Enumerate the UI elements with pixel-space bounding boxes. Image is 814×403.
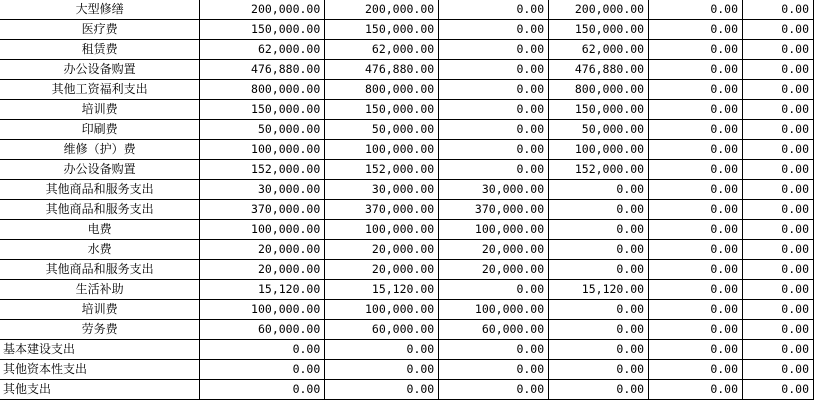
amount-cell[interactable]: 0.00 xyxy=(649,160,743,180)
item-name-cell[interactable]: 水费 xyxy=(0,240,200,260)
amount-cell[interactable]: 200,000.00 xyxy=(325,0,439,20)
amount-cell[interactable]: 0.00 xyxy=(200,360,325,380)
amount-cell[interactable]: 0.00 xyxy=(743,120,814,140)
amount-cell[interactable]: 60,000.00 xyxy=(439,320,549,340)
item-name-cell[interactable]: 租赁费 xyxy=(0,40,200,60)
amount-cell[interactable]: 476,880.00 xyxy=(325,60,439,80)
amount-cell[interactable]: 370,000.00 xyxy=(200,200,325,220)
amount-cell[interactable]: 30,000.00 xyxy=(325,180,439,200)
amount-cell[interactable]: 0.00 xyxy=(743,340,814,360)
amount-cell[interactable]: 50,000.00 xyxy=(200,120,325,140)
amount-cell[interactable]: 0.00 xyxy=(439,140,549,160)
amount-cell[interactable]: 100,000.00 xyxy=(439,300,549,320)
table-row xyxy=(0,240,814,260)
table-row xyxy=(0,180,814,200)
amount-cell[interactable]: 0.00 xyxy=(743,320,814,340)
amount-cell[interactable]: 0.00 xyxy=(743,160,814,180)
amount-cell[interactable]: 15,120.00 xyxy=(200,280,325,300)
amount-cell[interactable]: 150,000.00 xyxy=(549,100,649,120)
table-row xyxy=(0,120,814,140)
amount-cell[interactable]: 60,000.00 xyxy=(200,320,325,340)
item-name-cell[interactable]: 培训费 xyxy=(0,300,200,320)
table-row xyxy=(0,200,814,220)
amount-cell[interactable]: 0.00 xyxy=(649,120,743,140)
item-name-cell[interactable]: 培训费 xyxy=(0,100,200,120)
table-row xyxy=(0,160,814,180)
amount-cell[interactable]: 0.00 xyxy=(439,280,549,300)
amount-cell[interactable]: 0.00 xyxy=(743,40,814,60)
item-name-cell[interactable]: 电费 xyxy=(0,220,200,240)
amount-cell[interactable]: 20,000.00 xyxy=(200,240,325,260)
amount-cell[interactable]: 370,000.00 xyxy=(439,200,549,220)
amount-cell[interactable]: 0.00 xyxy=(439,40,549,60)
amount-cell[interactable]: 20,000.00 xyxy=(439,240,549,260)
amount-cell[interactable]: 0.00 xyxy=(549,320,649,340)
amount-cell[interactable]: 0.00 xyxy=(743,200,814,220)
table-row xyxy=(0,340,814,360)
amount-cell[interactable]: 0.00 xyxy=(649,200,743,220)
amount-cell[interactable]: 0.00 xyxy=(649,360,743,380)
amount-cell[interactable]: 0.00 xyxy=(743,140,814,160)
amount-cell[interactable]: 200,000.00 xyxy=(200,0,325,20)
amount-cell[interactable]: 0.00 xyxy=(743,100,814,120)
table-row xyxy=(0,20,814,40)
amount-cell[interactable]: 0.00 xyxy=(549,380,649,400)
table-row xyxy=(0,140,814,160)
amount-cell[interactable]: 0.00 xyxy=(649,140,743,160)
amount-cell[interactable]: 100,000.00 xyxy=(325,300,439,320)
amount-cell[interactable]: 0.00 xyxy=(649,280,743,300)
amount-cell[interactable]: 150,000.00 xyxy=(549,20,649,40)
amount-cell[interactable]: 0.00 xyxy=(649,60,743,80)
item-name-cell[interactable]: 医疗费 xyxy=(0,20,200,40)
amount-cell[interactable]: 0.00 xyxy=(743,260,814,280)
amount-cell[interactable]: 152,000.00 xyxy=(325,160,439,180)
amount-cell[interactable]: 30,000.00 xyxy=(200,180,325,200)
table-row xyxy=(0,260,814,280)
amount-cell[interactable]: 100,000.00 xyxy=(549,140,649,160)
amount-cell[interactable]: 0.00 xyxy=(649,240,743,260)
amount-cell[interactable]: 0.00 xyxy=(649,320,743,340)
amount-cell[interactable]: 0.00 xyxy=(549,220,649,240)
item-name-cell[interactable]: 其他商品和服务支出 xyxy=(0,260,200,280)
amount-cell[interactable]: 476,880.00 xyxy=(549,60,649,80)
amount-cell[interactable]: 100,000.00 xyxy=(200,220,325,240)
table-row xyxy=(0,0,814,20)
amount-cell[interactable]: 476,880.00 xyxy=(200,60,325,80)
amount-cell[interactable]: 0.00 xyxy=(743,240,814,260)
amount-cell[interactable]: 50,000.00 xyxy=(549,120,649,140)
amount-cell[interactable]: 200,000.00 xyxy=(549,0,649,20)
item-name-cell[interactable]: 印刷费 xyxy=(0,120,200,140)
amount-cell[interactable]: 0.00 xyxy=(649,220,743,240)
amount-cell[interactable]: 0.00 xyxy=(549,260,649,280)
amount-cell[interactable]: 800,000.00 xyxy=(325,80,439,100)
table-row xyxy=(0,300,814,320)
amount-cell[interactable]: 0.00 xyxy=(549,180,649,200)
amount-cell[interactable]: 0.00 xyxy=(439,160,549,180)
amount-cell[interactable]: 100,000.00 xyxy=(439,220,549,240)
amount-cell[interactable]: 0.00 xyxy=(743,0,814,20)
amount-cell[interactable]: 20,000.00 xyxy=(439,260,549,280)
amount-cell[interactable]: 0.00 xyxy=(649,180,743,200)
amount-cell[interactable]: 0.00 xyxy=(649,380,743,400)
amount-cell[interactable]: 0.00 xyxy=(743,280,814,300)
amount-cell[interactable]: 0.00 xyxy=(439,120,549,140)
item-name-cell[interactable]: 生活补助 xyxy=(0,280,200,300)
amount-cell[interactable]: 15,120.00 xyxy=(549,280,649,300)
amount-cell[interactable]: 0.00 xyxy=(439,80,549,100)
amount-cell[interactable]: 62,000.00 xyxy=(200,40,325,60)
amount-cell[interactable]: 0.00 xyxy=(743,360,814,380)
amount-cell[interactable]: 152,000.00 xyxy=(200,160,325,180)
amount-cell[interactable]: 62,000.00 xyxy=(325,40,439,60)
amount-cell[interactable]: 0.00 xyxy=(549,200,649,220)
amount-cell[interactable]: 100,000.00 xyxy=(325,220,439,240)
item-name-cell[interactable]: 劳务费 xyxy=(0,320,200,340)
amount-cell[interactable]: 370,000.00 xyxy=(325,200,439,220)
amount-cell[interactable]: 0.00 xyxy=(325,340,439,360)
amount-cell[interactable]: 100,000.00 xyxy=(200,140,325,160)
amount-cell[interactable]: 150,000.00 xyxy=(325,20,439,40)
amount-cell[interactable]: 150,000.00 xyxy=(200,20,325,40)
amount-cell[interactable]: 0.00 xyxy=(549,340,649,360)
amount-cell[interactable]: 0.00 xyxy=(439,100,549,120)
amount-cell[interactable]: 20,000.00 xyxy=(325,260,439,280)
amount-cell[interactable]: 0.00 xyxy=(439,0,549,20)
amount-cell[interactable]: 0.00 xyxy=(649,100,743,120)
table-row xyxy=(0,40,814,60)
amount-cell[interactable]: 0.00 xyxy=(549,240,649,260)
amount-cell[interactable]: 0.00 xyxy=(649,340,743,360)
table-row xyxy=(0,100,814,120)
item-name-cell[interactable]: 其他工资福利支出 xyxy=(0,80,200,100)
amount-cell[interactable]: 150,000.00 xyxy=(200,100,325,120)
table-row xyxy=(0,220,814,240)
table-row xyxy=(0,60,814,80)
amount-cell[interactable]: 0.00 xyxy=(649,40,743,60)
amount-cell[interactable]: 0.00 xyxy=(439,20,549,40)
item-name-cell[interactable]: 办公设备购置 xyxy=(0,160,200,180)
amount-cell[interactable]: 0.00 xyxy=(649,260,743,280)
amount-cell[interactable]: 0.00 xyxy=(743,220,814,240)
amount-cell[interactable]: 20,000.00 xyxy=(325,240,439,260)
amount-cell[interactable]: 0.00 xyxy=(200,340,325,360)
amount-cell[interactable]: 60,000.00 xyxy=(325,320,439,340)
amount-cell[interactable]: 15,120.00 xyxy=(325,280,439,300)
amount-cell[interactable]: 62,000.00 xyxy=(549,40,649,60)
table-row xyxy=(0,320,814,340)
amount-cell[interactable]: 0.00 xyxy=(439,360,549,380)
amount-cell[interactable]: 50,000.00 xyxy=(325,120,439,140)
amount-cell[interactable]: 152,000.00 xyxy=(549,160,649,180)
amount-cell[interactable]: 0.00 xyxy=(649,80,743,100)
amount-cell[interactable]: 0.00 xyxy=(649,20,743,40)
amount-cell[interactable]: 0.00 xyxy=(549,300,649,320)
amount-cell[interactable]: 100,000.00 xyxy=(200,300,325,320)
table-row xyxy=(0,280,814,300)
amount-cell[interactable]: 0.00 xyxy=(325,380,439,400)
amount-cell[interactable]: 800,000.00 xyxy=(200,80,325,100)
amount-cell[interactable]: 30,000.00 xyxy=(439,180,549,200)
amount-cell[interactable]: 150,000.00 xyxy=(325,100,439,120)
amount-cell[interactable]: 0.00 xyxy=(325,360,439,380)
amount-cell[interactable]: 0.00 xyxy=(439,60,549,80)
item-name-cell[interactable]: 维修（护）费 xyxy=(0,140,200,160)
table-row xyxy=(0,380,814,400)
amount-cell[interactable]: 0.00 xyxy=(439,340,549,360)
item-name-cell[interactable]: 基本建设支出 xyxy=(0,340,200,360)
item-name-cell[interactable]: 其他资本性支出 xyxy=(0,360,200,380)
table-row xyxy=(0,360,814,380)
item-name-cell[interactable]: 大型修缮 xyxy=(0,0,200,20)
amount-cell[interactable]: 0.00 xyxy=(743,300,814,320)
amount-cell[interactable]: 0.00 xyxy=(743,380,814,400)
amount-cell[interactable]: 0.00 xyxy=(649,300,743,320)
item-name-cell[interactable]: 其他商品和服务支出 xyxy=(0,180,200,200)
amount-cell[interactable]: 20,000.00 xyxy=(200,260,325,280)
amount-cell[interactable]: 0.00 xyxy=(743,80,814,100)
amount-cell[interactable]: 0.00 xyxy=(649,0,743,20)
amount-cell[interactable]: 800,000.00 xyxy=(549,80,649,100)
amount-cell[interactable]: 0.00 xyxy=(743,180,814,200)
item-name-cell[interactable]: 办公设备购置 xyxy=(0,60,200,80)
item-name-cell[interactable]: 其他支出 xyxy=(0,380,200,400)
amount-cell[interactable]: 0.00 xyxy=(549,360,649,380)
amount-cell[interactable]: 0.00 xyxy=(743,20,814,40)
amount-cell[interactable]: 0.00 xyxy=(743,60,814,80)
amount-cell[interactable]: 0.00 xyxy=(439,380,549,400)
table-row xyxy=(0,80,814,100)
amount-cell[interactable]: 100,000.00 xyxy=(325,140,439,160)
item-name-cell[interactable]: 其他商品和服务支出 xyxy=(0,200,200,220)
amount-cell[interactable]: 0.00 xyxy=(200,380,325,400)
